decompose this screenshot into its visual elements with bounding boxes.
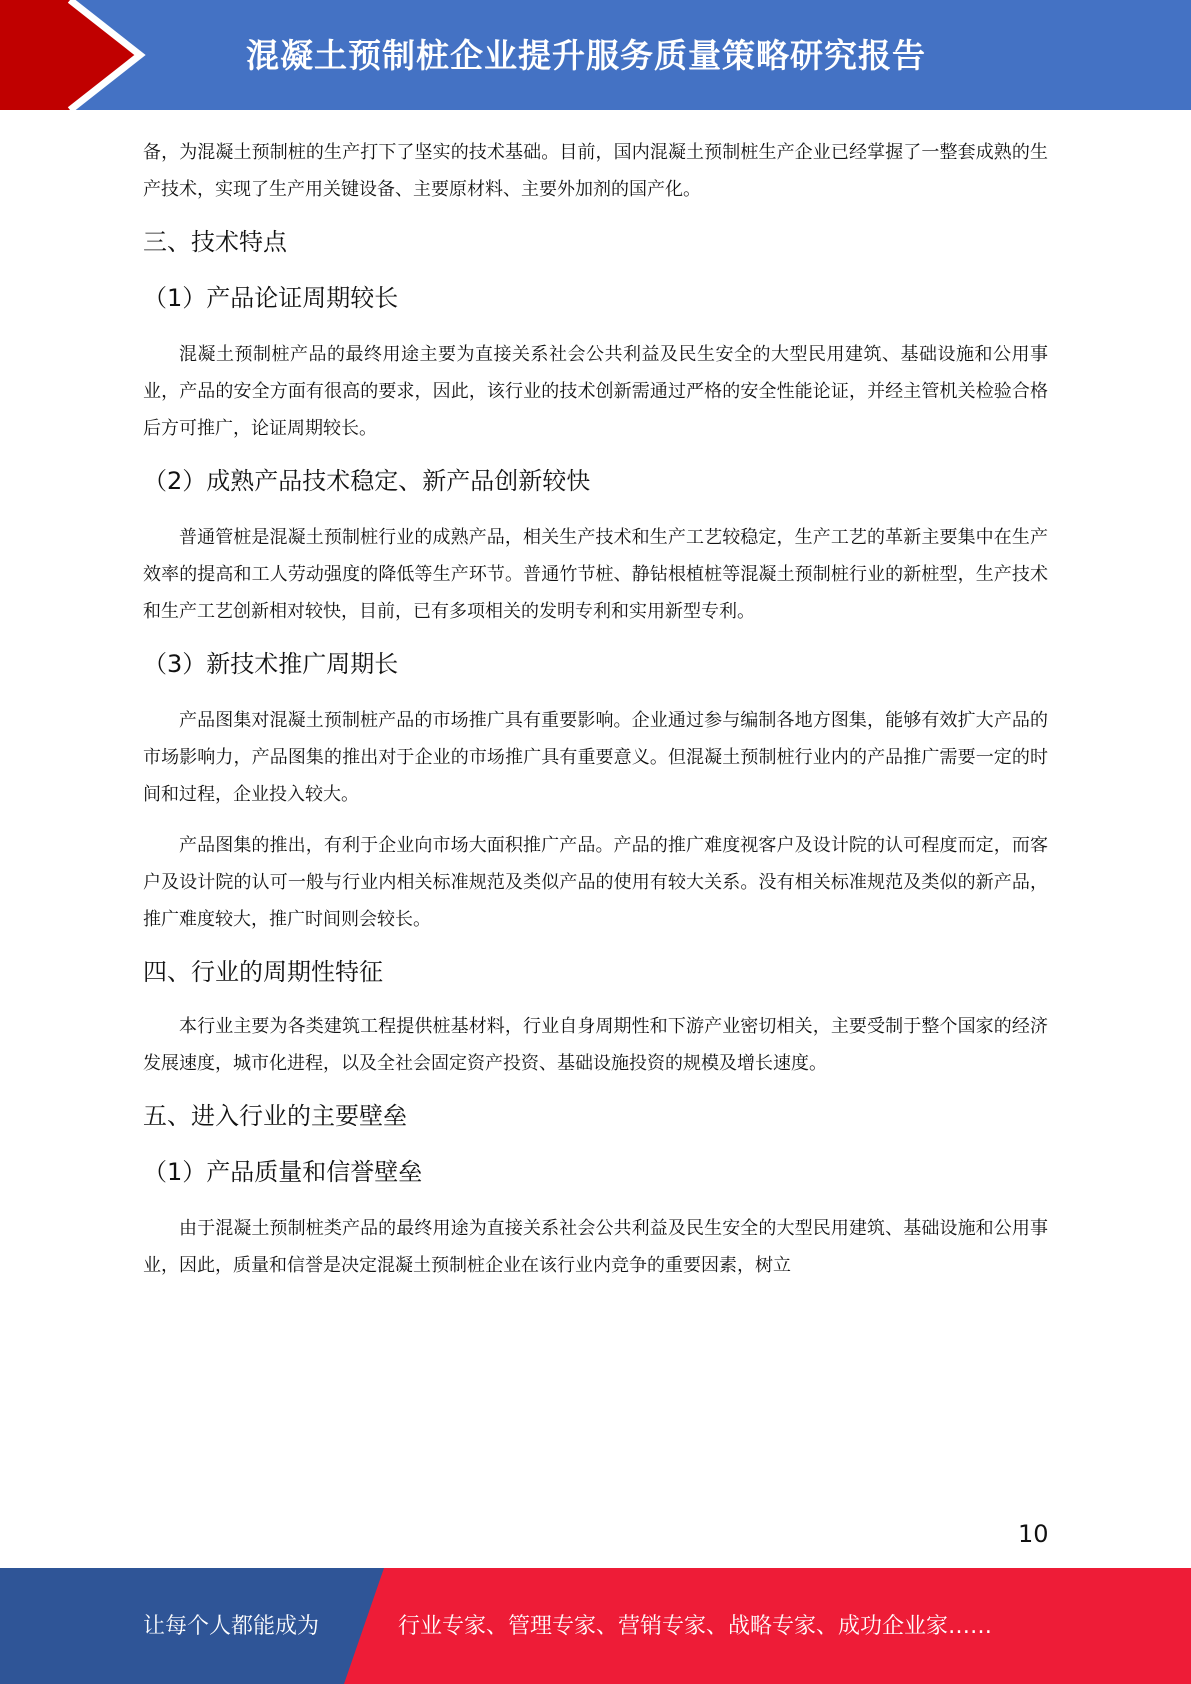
paragraph: 普通管桩是混凝土预制桩行业的成熟产品，相关生产技术和生产工艺较稳定，生产工艺的革新主要集中在生产效率的提高和工人劳动强度的降低等生产环节。普通竹节桩、静钻根植桩等混凝土预制桩行业的新桩型，生产技术和生产工艺创新相对较快，目前，已有多项相关的发明专利和实用新型专利。 <box>143 527 1048 622</box>
subsection-heading: （2）成熟产品技术稳定、新产品创新较快 <box>143 467 591 495</box>
footer-slogan-right: 行业专家、管理专家、营销专家、战略专家、成功企业家…… <box>398 1614 993 1639</box>
footer-slogan-left: 让每个人都能成为 <box>143 1614 320 1639</box>
paragraph: 产品图集对混凝土预制桩产品的市场推广具有重要影响。企业通过参与编制各地方图集，能够有效扩大产品的市场影响力，产品图集的推出对于企业的市场推广具有重要意义。但混凝土预制桩行业内的产品推广需要一定的时间和过程，企业投入较大。 <box>143 710 1048 805</box>
paragraph: 本行业主要为各类建筑工程提供桩基材料，行业自身周期性和下游产业密切相关，主要受制于整个国家的经济发展速度，城市化进程，以及全社会固定资产投资、基础设施投资的规模及增长速度。 <box>143 1016 1048 1074</box>
page-header <box>0 0 1191 110</box>
subsection-heading: （1）产品论证周期较长 <box>143 284 399 312</box>
page-number: 10 <box>1018 1520 1049 1548</box>
header-arrow-decoration <box>0 0 160 110</box>
paragraph: 由于混凝土预制桩类产品的最终用途为直接关系社会公共利益及民生安全的大型民用建筑、基础设施和公用事业，因此，质量和信誉是决定混凝土预制桩企业在该行业内竞争的重要因素，树立 <box>143 1218 1048 1276</box>
section-heading: 四、行业的周期性特征 <box>143 958 383 986</box>
section-heading: 五、进入行业的主要壁垒 <box>143 1102 407 1130</box>
paragraph: 产品图集的推出，有利于企业向市场大面积推广产品。产品的推广难度视客户及设计院的认可程度而定，而客户及设计院的认可一般与行业内相关标准规范及类似产品的使用有较大关系。没有相关标准规范及类似的新产品，推广难度较大，推广时间则会较长。 <box>143 835 1048 930</box>
document-body <box>143 134 1048 1298</box>
page-footer <box>0 1568 1191 1684</box>
document-title: 混凝土预制桩企业提升服务质量策略研究报告 <box>246 36 926 75</box>
paragraph: 备，为混凝土预制桩的生产打下了坚实的技术基础。目前，国内混凝土预制桩生产企业已经掌握了一整套成熟的生产技术，实现了生产用关键设备、主要原材料、主要外加剂的国产化。 <box>143 142 1048 200</box>
section-heading: 三、技术特点 <box>143 228 287 256</box>
subsection-heading: （1）产品质量和信誉壁垒 <box>143 1158 423 1186</box>
subsection-heading: （3）新技术推广周期长 <box>143 650 399 678</box>
paragraph: 混凝土预制桩产品的最终用途主要为直接关系社会公共利益及民生安全的大型民用建筑、基础设施和公用事业，产品的安全方面有很高的要求，因此，该行业的技术创新需通过严格的安全性能论证，并经主管机关检验合格后方可推广，论证周期较长。 <box>143 344 1048 439</box>
